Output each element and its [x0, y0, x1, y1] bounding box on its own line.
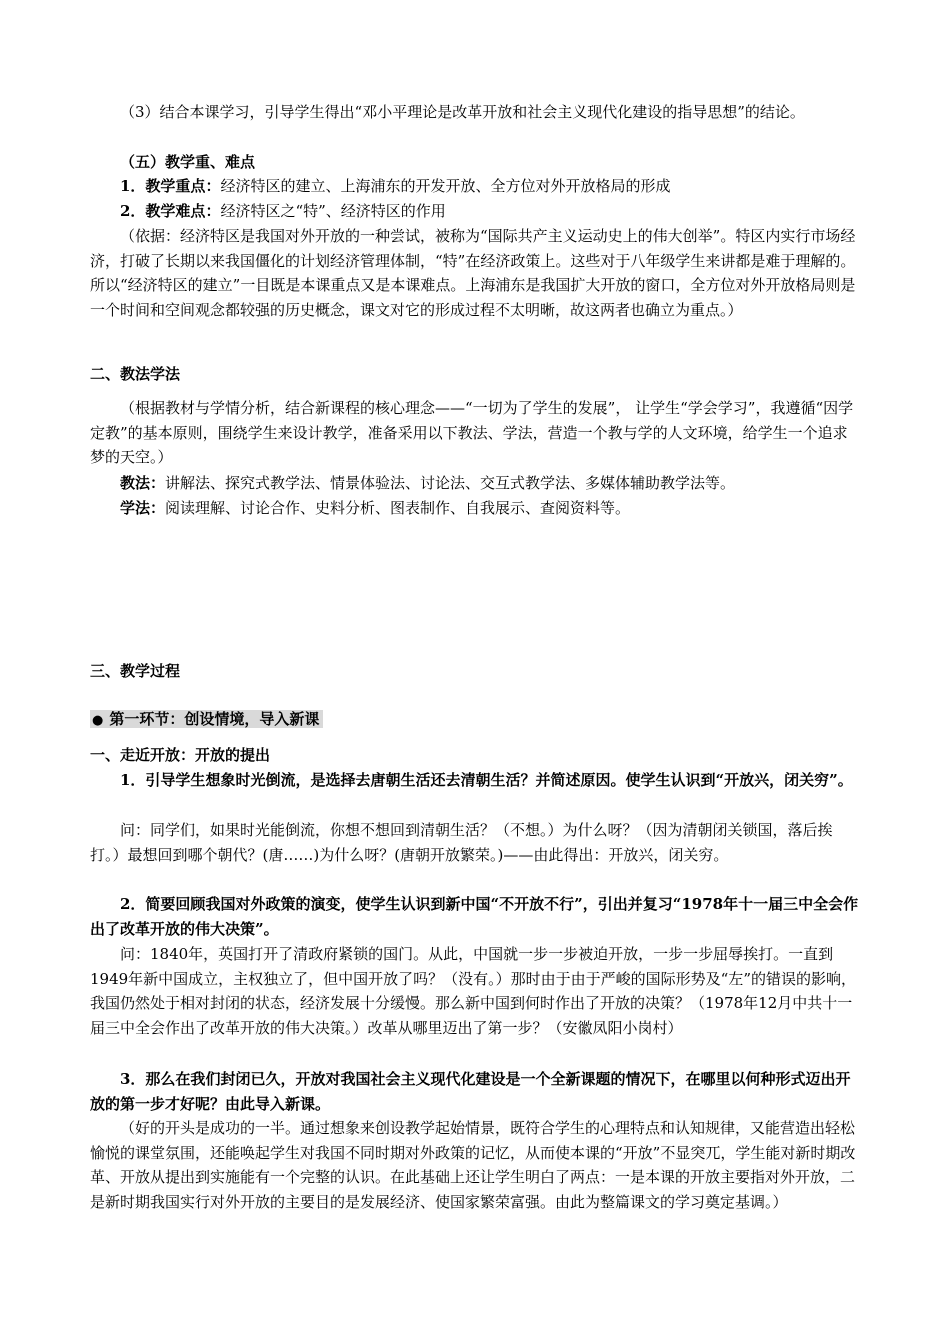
- subsection-title-key-difficult: （五）教学重、难点: [120, 153, 256, 171]
- learning-methods-label: 学法：: [120, 499, 166, 517]
- subsection-open-proposal: 一、走近开放：开放的提出: [90, 746, 271, 764]
- bullet-icon: ●: [92, 713, 104, 728]
- key-points: [90, 174, 860, 199]
- question-1-dialogue: 问：同学们，如果时光能倒流，你想不想回到清朝生活？（不想。）为什么呀？（因为清朝闭关锁国，落后挨打。）最想回到哪个朝代？(唐……)为什么呀？(唐朝开放繁荣。)——由此得出：开放兴，闭关穷。: [90, 821, 833, 864]
- question-1: 1．引导学生想象时光倒流，是选择去唐朝生活还去清朝生活？并简述原因。使学生认识到“开放兴，闭关穷”。: [120, 771, 853, 789]
- difficult-points-label: 2．教学难点：: [120, 202, 221, 220]
- learning-methods: [90, 496, 860, 521]
- step-1-heading: [90, 707, 323, 733]
- methods-intro: （根据教材与学情分析，结合新课程的核心理念——“一切为了学生的发展”， 让学生“学会学习”，我遵循“因学定教”的基本原则，围绕学生来设计教学，准备采用以下教法、学法，营造一个教与学的人文环境，给学生一个追求梦的天空。）: [90, 399, 854, 466]
- learning-methods-text: 阅读理解、讨论合作、史料分析、图表制作、自我展示、查阅资料等。: [165, 499, 631, 517]
- teaching-methods: [90, 471, 860, 496]
- key-points-text: 经济特区的建立、上海浦东的开发开放、全方位对外开放格局的形成: [220, 177, 671, 195]
- question-2: 2．简要回顾我国对外政策的演变，使学生认识到新中国“不开放不行”，引出并复习“1978年十一届三中全会作出了改革开放的伟大决策”。: [90, 895, 859, 938]
- key-points-label: 1．教学重点：: [120, 177, 221, 195]
- question-3-rationale: （好的开头是成功的一半。通过想象来创设教学起始情景，既符合学生的心理特点和认知规律，又能营造出轻松愉悦的课堂氛围，还能唤起学生对我国不同时期对外政策的记忆，从而使本课的“开放”不显突兀，学生能对新时期改革、开放从提出到实施能有一个完整的认识。在此基础上还让学生明白了两点：一是本课的开放主要指对外开放，二是新时期我国实行对外开放的主要目的是发展经济、使国家繁荣富强。由此为整篇课文的学习奠定基调。）: [90, 1119, 856, 1211]
- difficult-points: [90, 199, 860, 224]
- basis-paragraph: （依据：经济特区是我国对外开放的一种尝试，被称为“国际共产主义运动史上的伟大创举”。特区内实行市场经济，打破了长期以来我国僵化的计划经济管理体制，“特”在经济政策上。这些对于八年级学生来讲都是难于理解的。所以“经济特区的建立”一目既是本课重点又是本课难点。上海浦东是我国扩大开放的窗口，全方位对外开放格局则是一个时间和空间观念都较强的历史概念，课文对它的形成过程不太明晰，故这两者也确立为重点。）: [90, 227, 856, 319]
- step-1-title: 第一环节：创设情境，导入新课: [109, 710, 320, 728]
- teaching-methods-text: 讲解法、探究式教学法、情景体验法、讨论法、交互式教学法、多媒体辅助教学法等。: [165, 474, 736, 492]
- objective-item-3: （3）结合本课学习，引导学生得出“邓小平理论是改革开放和社会主义现代化建设的指导思想”的结论。: [120, 103, 805, 121]
- section-title-methods: 二、教法学法: [90, 365, 181, 383]
- difficult-points-text: 经济特区之“特”、经济特区的作用: [220, 202, 446, 220]
- teaching-methods-label: 教法：: [120, 474, 166, 492]
- question-3: 3．那么在我们封闭已久，开放对我国社会主义现代化建设是一个全新课题的情况下，在哪里以何种形式迈出开放的第一步才好呢？由此导入新课。: [90, 1070, 851, 1113]
- section-title-process: 三、教学过程: [90, 662, 181, 680]
- question-2-dialogue: 问：1840年，英国打开了清政府紧锁的国门。从此，中国就一步一步被迫开放，一步一步屈辱挨打。一直到1949年新中国成立，主权独立了，但中国开放了吗？（没有。）那时由于由于严峻的国际形势及“左”的错误的影响，我国仍然处于相对封闭的状态，经济发展十分缓慢。那么新中国到何时作出了开放的决策？（1978年12月中共十一届三中全会作出了改革开放的伟大决策。）改革从哪里迈出了第一步？（安徽凤阳小岗村）: [90, 945, 857, 1037]
